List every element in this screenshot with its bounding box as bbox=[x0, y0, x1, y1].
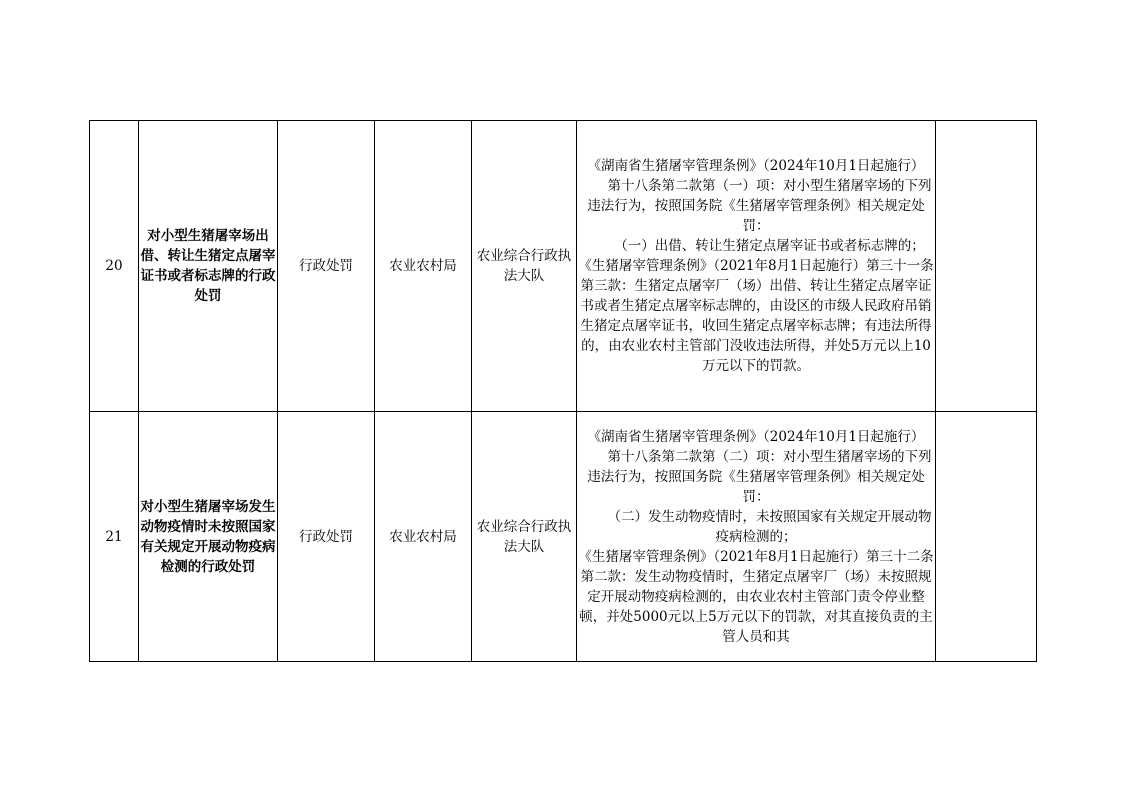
basis-paragraph: （一）出借、转让生猪定点屠宰证书或者标志牌的； bbox=[614, 238, 925, 254]
legal-basis bbox=[577, 412, 936, 662]
remarks bbox=[936, 412, 1037, 662]
department: 农业农村局 bbox=[375, 121, 472, 412]
regulation-table bbox=[89, 120, 1037, 662]
legal-basis bbox=[577, 121, 936, 412]
row-number: 20 bbox=[90, 121, 139, 412]
table-row bbox=[90, 121, 1037, 412]
basis-paragraph: 《湖南省生猪屠宰管理条例》（2024年10月1日起施行） bbox=[587, 158, 925, 174]
basis-paragraph: 《湖南省生猪屠宰管理条例》（2024年10月1日起施行） bbox=[587, 428, 925, 445]
basis-paragraph: 第十八条第二款第（一）项：对小型生猪屠宰场的下列违法行为，按照国务院《生猪屠宰管理条例》相关规定处罚： bbox=[587, 178, 932, 234]
basis-paragraph: （二）发生动物疫情时，未按照国家有关规定开展动物疫病检测的； bbox=[607, 508, 932, 545]
enforcement-unit: 农业综合行政执法大队 bbox=[472, 121, 577, 412]
enforcement-unit: 农业综合行政执法大队 bbox=[472, 412, 577, 662]
table-row bbox=[90, 412, 1037, 662]
item-name: 对小型生猪屠宰场发生动物疫情时未按照国家有关规定开展动物疫病检测的行政处罚 bbox=[139, 412, 278, 662]
department: 农业农村局 bbox=[375, 412, 472, 662]
item-name: 对小型生猪屠宰场出借、转让生猪定点屠宰证书或者标志牌的行政处罚 bbox=[139, 121, 278, 412]
penalty-type: 行政处罚 bbox=[278, 412, 375, 662]
penalty-type: 行政处罚 bbox=[278, 121, 375, 412]
basis-paragraph: 《生猪屠宰管理条例》（2021年8月1日起施行）第三十一条第三款：生猪定点屠宰厂（场）出借、转让生猪定点屠宰证书或者生猪定点屠宰标志牌的，由设区的市级人民政府吊销生猪定点屠宰证书，收回生猪定点屠宰标志牌；有违法所得的，由农业农村主管部门没收违法所得，并处5万元以上10万元以下的罚款。 bbox=[578, 258, 934, 374]
row-number: 21 bbox=[90, 412, 139, 662]
basis-paragraph: 第十八条第二款第（二）项：对小型生猪屠宰场的下列违法行为，按照国务院《生猪屠宰管理条例》相关规定处罚： bbox=[587, 448, 932, 505]
remarks bbox=[936, 121, 1037, 412]
basis-paragraph: 《生猪屠宰管理条例》（2021年8月1日起施行）第三十二条第二款：发生动物疫情时，生猪定点屠宰厂（场）未按照规定开展动物疫病检测的，由农业农村主管部门责令停业整顿，并处5000元以上5万元以下的罚款，对其直接负责的主管人员和其 bbox=[578, 548, 934, 645]
